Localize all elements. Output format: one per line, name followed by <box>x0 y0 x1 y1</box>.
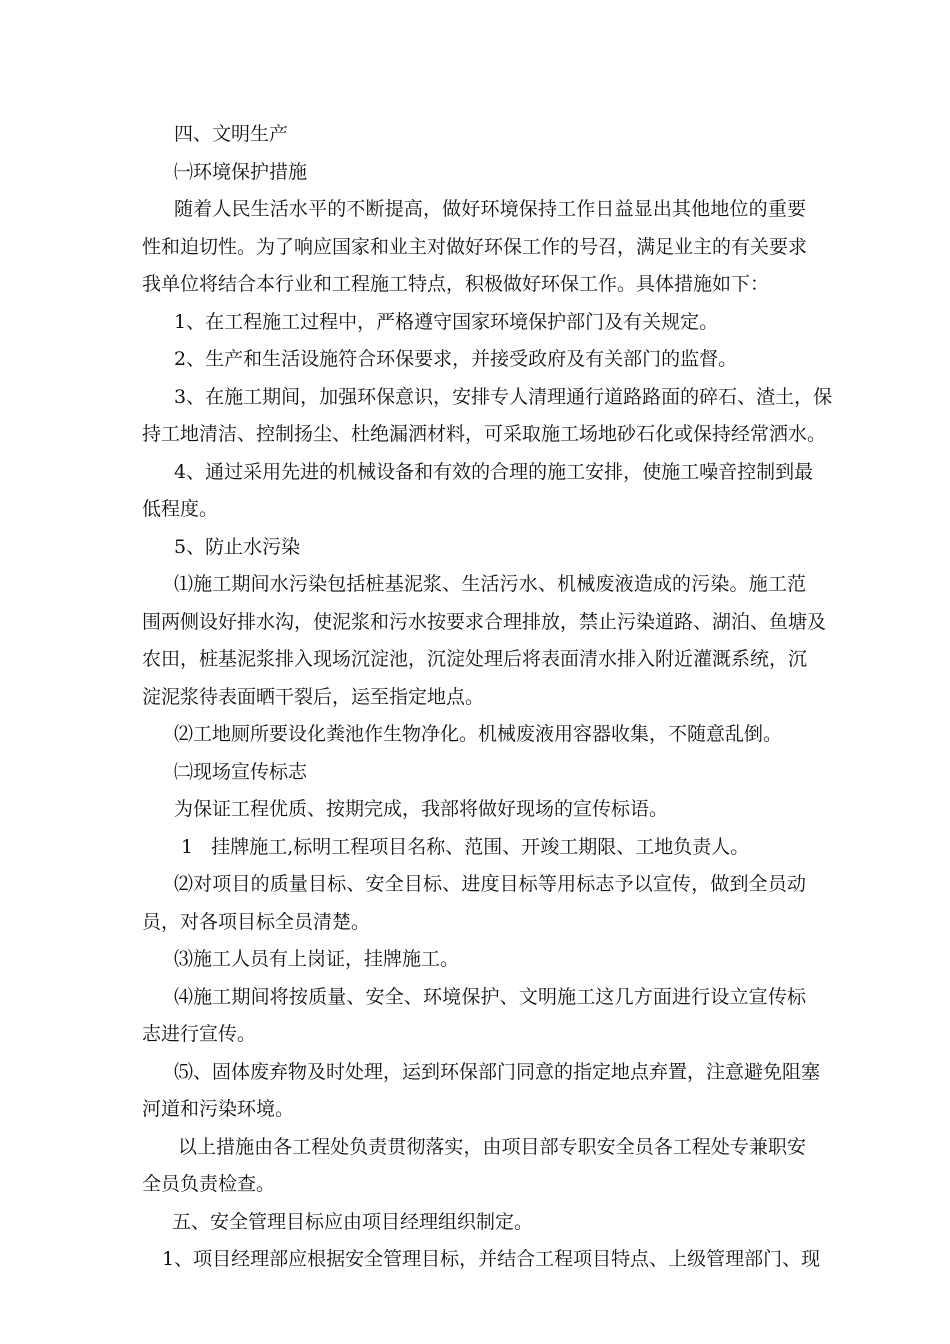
section-heading-safety-management: 五、安全管理目标应由项目经理组织制定。 <box>172 1211 534 1233</box>
list-item-1: 1、项目经理部应根据安全管理目标，并结合工程项目特点、上级管理部门、现 <box>162 1248 821 1270</box>
sub-item-2: ⑵对项目的质量目标、安全目标、进度目标等用标志予以宣传，做到全员动 <box>174 873 806 895</box>
sub-item-1: 1 挂牌施工,标明工程项目名称、范围、开竣工期限、工地负责人。 <box>181 836 750 858</box>
paragraph-line: 性和迫切性。为了响应国家和业主对做好环保工作的号召，满足业主的有关要求 <box>142 236 808 258</box>
sub-item-4: ⑷施工期间将按质量、安全、环境保护、文明施工这几方面进行设立宣传标 <box>174 986 806 1008</box>
sub-item-3: ⑶施工人员有上岗证，挂牌施工。 <box>174 948 460 970</box>
list-item-2: 2、生产和生活设施符合环保要求，并接受政府及有关部门的监督。 <box>174 348 738 370</box>
paragraph-line: 随着人民生活水平的不断提高，做好环境保持工作日益显出其他地位的重要 <box>174 198 806 220</box>
list-item-3: 3、在施工期间，加强环保意识，安排专人清理通行道路路面的碎石、渣土，保 <box>174 386 833 408</box>
paragraph-line: 农田，桩基泥浆排入现场沉淀池，沉淀处理后将表面清水排入附近灌溉系统，沉 <box>142 648 808 670</box>
paragraph-line: 淀泥浆待表面晒干裂后，运至指定地点。 <box>142 686 485 708</box>
paragraph-line: 持工地清洁、控制扬尘、杜绝漏洒材料，可采取施工场地砂石化或保持经常洒水。 <box>142 423 827 445</box>
subsection-heading-site-publicity: ㈡现场宣传标志 <box>174 761 308 783</box>
paragraph-line: 员，对各项目标全员清楚。 <box>142 911 371 933</box>
paragraph-line: 以上措施由各工程处负责贯彻落实，由项目部专职安全员各工程处专兼职安 <box>178 1136 806 1158</box>
list-item-4: 4、通过采用先进的机械设备和有效的合理的施工安排，使施工噪音控制到最 <box>174 461 814 483</box>
section-heading-civilized-production: 四、文明生产 <box>174 123 289 145</box>
sub-item-1: ⑴施工期间水污染包括桩基泥浆、生活污水、机械废液造成的污染。施工范 <box>174 573 806 595</box>
paragraph-line: 志进行宣传。 <box>142 1023 257 1045</box>
sub-item-5: ⑸、固体废弃物及时处理，运到环保部门同意的指定地点弃置，注意避免阻塞 <box>174 1061 821 1083</box>
list-item-5: 5、防止水污染 <box>174 536 301 558</box>
paragraph-line: 为保证工程优质、按期完成，我部将做好现场的宣传标语。 <box>174 798 669 820</box>
sub-item-2: ⑵工地厕所要设化粪池作生物净化。机械废液用容器收集，不随意乱倒。 <box>174 723 783 745</box>
paragraph-line: 围两侧设好排水沟，使泥浆和污水按要求合理排放，禁止污染道路、湖泊、鱼塘及 <box>142 611 827 633</box>
paragraph-line: 全员负责检查。 <box>142 1173 276 1195</box>
paragraph-line: 河道和污染环境。 <box>142 1098 295 1120</box>
paragraph-line: 我单位将结合本行业和工程施工特点，积极做好环保工作。具体措施如下： <box>142 273 770 295</box>
paragraph-line: 低程度。 <box>142 498 219 520</box>
subsection-heading-environmental-protection: ㈠环境保护措施 <box>174 161 308 183</box>
list-item-1: 1、在工程施工过程中，严格遵守国家环境保护部门及有关规定。 <box>174 311 719 333</box>
